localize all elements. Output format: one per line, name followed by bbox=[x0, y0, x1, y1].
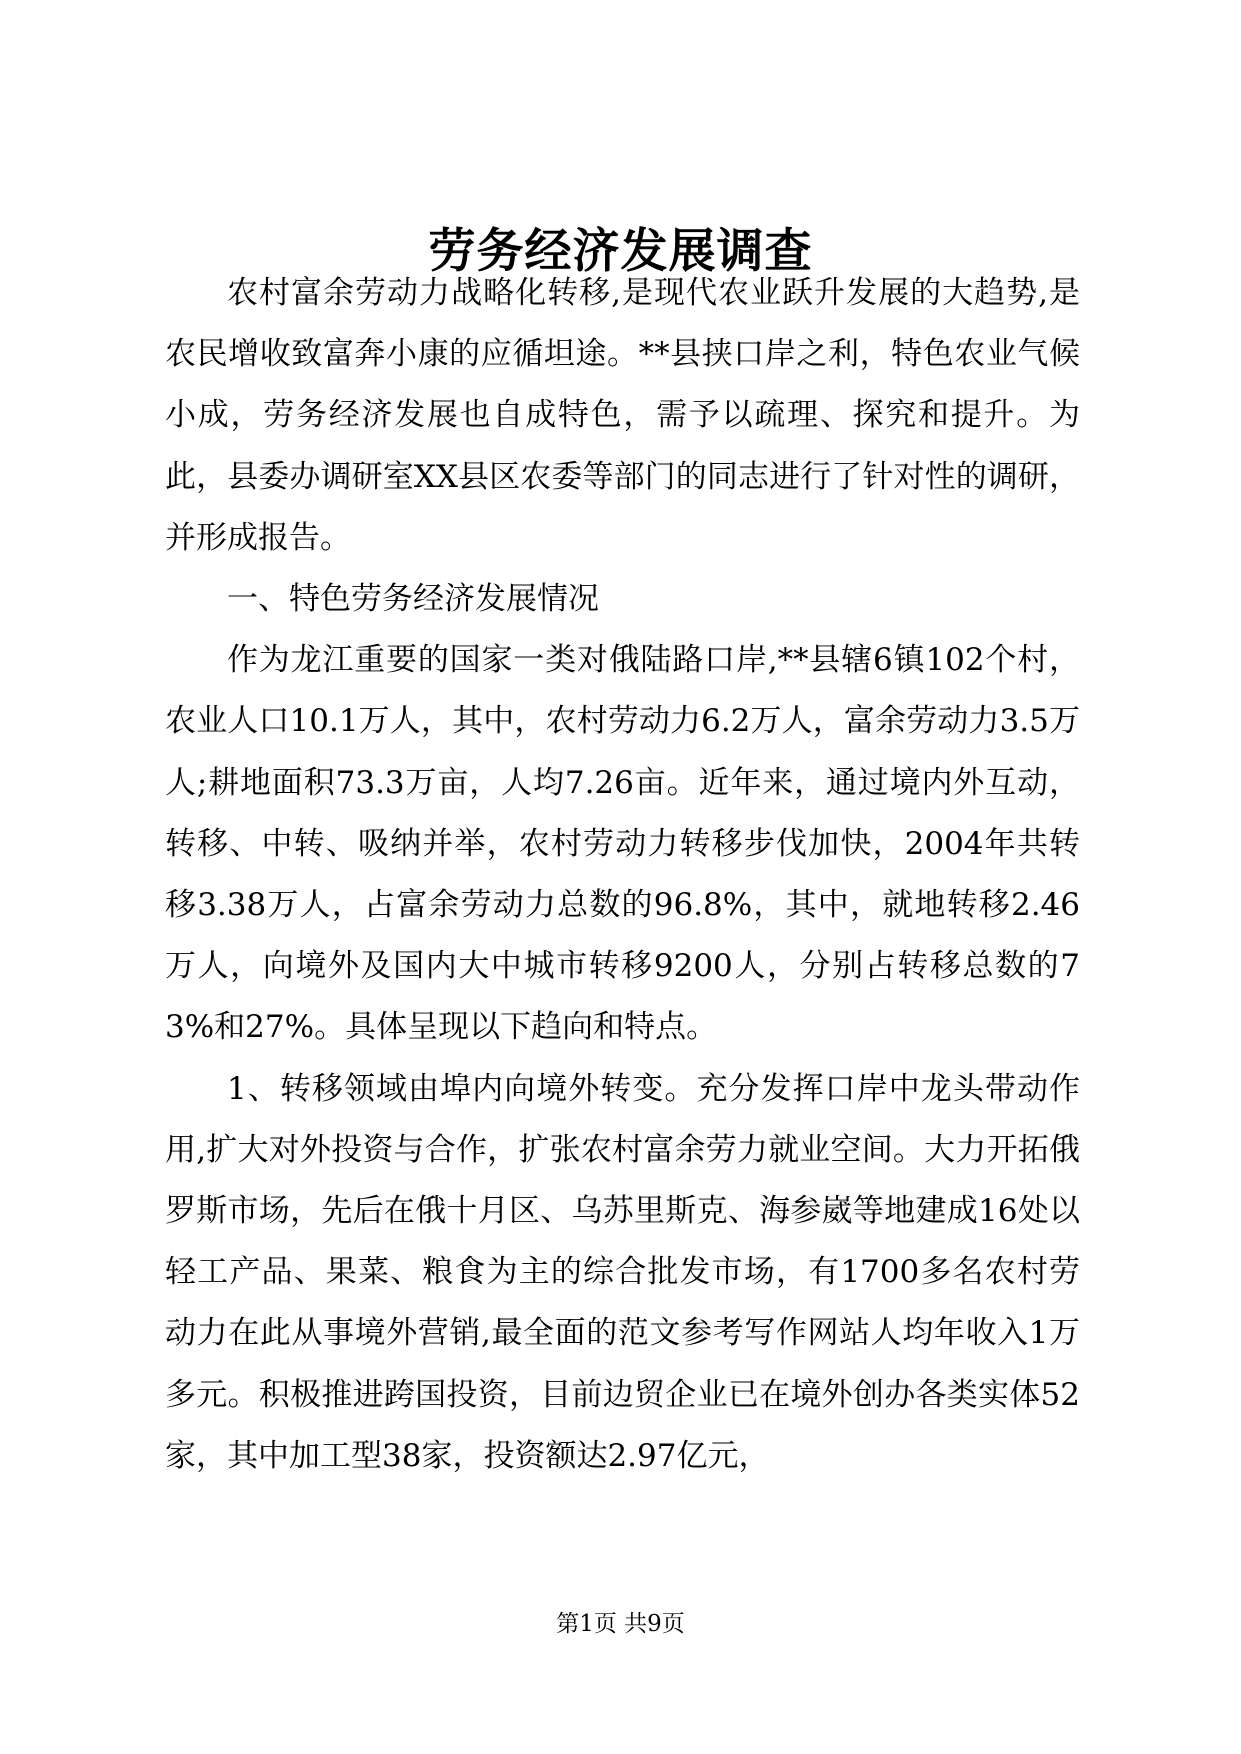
paragraph-point-1: 1、转移领域由埠内向境外转变。充分发挥口岸中龙头带动作用,扩大对外投资与合作，扩张农村富余劳力就业空间。大力开拓俄罗斯市场，先后在俄十月区、乌苏里斯克、海参崴等地建成16处以轻工产品、果菜、粮食为主的综合批发市场，有1700多名农村劳动力在此从事境外营销,最全面的范文参考写作网站人均年收入1万多元。积极推进跨国投资，目前边贸企业已在境外创办各类实体52家，其中加工型38家，投资额达2.97亿元， bbox=[165, 1070, 1080, 1474]
page-number: 第1页 共9页 bbox=[556, 1611, 685, 1637]
paragraph-intro: 农村富余劳动力战略化转移,是现代农业跃升发展的大趋势,是农民增收致富奔小康的应循坦途。**县挟口岸之利，特色农业气候小成，劳务经济发展也自成特色，需予以疏理、探究和提升。为此，县委办调研室XX县区农委等部门的同志进行了针对性的调研，并形成报告。 bbox=[165, 275, 1080, 556]
document-title: 劳务经济发展调查 bbox=[428, 224, 813, 279]
document-body bbox=[165, 263, 1080, 1487]
section-heading: 一、特色劳务经济发展情况 bbox=[227, 581, 599, 618]
paragraph-overview: 作为龙江重要的国家一类对俄陆路口岸,**县辖6镇102个村，农业人口10.1万人，其中，农村劳动力6.2万人，富余劳动力3.5万人;耕地面积73.3万亩，人均7.26亩。近年来，通过境内外互动，转移、中转、吸纳并举，农村劳动力转移步伐加快，2004年共转移3.38万人，占富余劳动力总数的96.8%，其中，就地转移2.46万人，向境外及国内大中城市转移9200人，分别占转移总数的73%和27%。具体呈现以下趋向和特点。 bbox=[165, 642, 1080, 1046]
